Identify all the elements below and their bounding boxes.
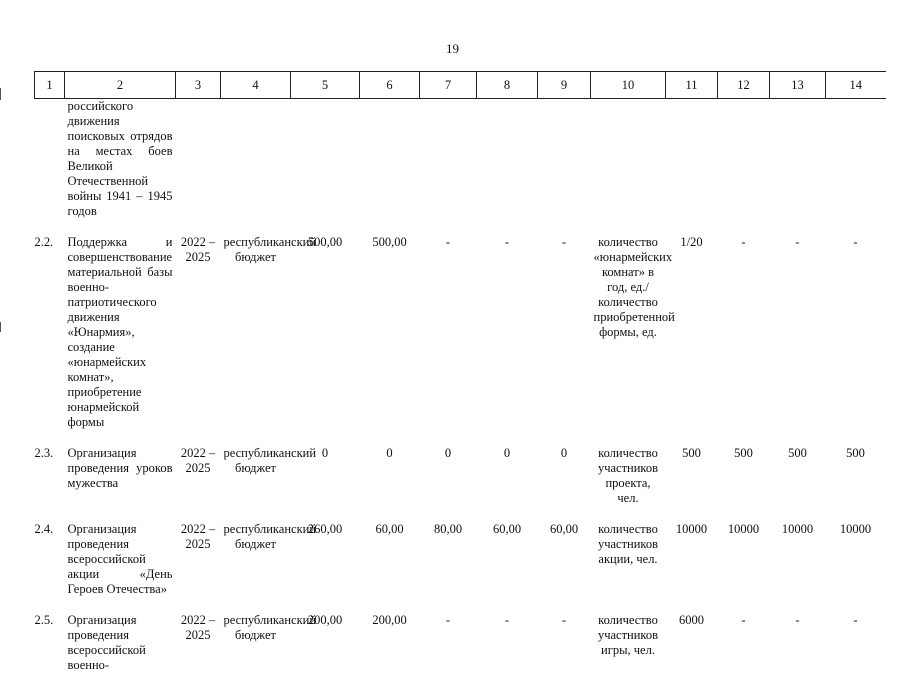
page-number: 19	[446, 41, 459, 56]
indicator-2022: 6000	[679, 613, 704, 627]
indicator-name: количество участников проекта, чел.	[597, 446, 659, 505]
margin-mark	[0, 88, 1, 100]
indicator-2022: 500	[682, 446, 701, 460]
amount-2025: -	[561, 613, 567, 627]
row-spacer	[35, 597, 886, 613]
indicator-name	[591, 99, 666, 220]
amount-2024: 60,00	[492, 522, 522, 536]
indicator-2025: 10000	[839, 522, 872, 536]
amount-2024: -	[504, 613, 510, 627]
column-header: 1	[35, 72, 65, 99]
amount-2023	[420, 99, 477, 220]
indicator-2022	[666, 99, 718, 220]
header-row	[35, 72, 886, 99]
row-number	[35, 99, 65, 220]
table-row	[35, 235, 886, 430]
amount-2024: 0	[503, 446, 511, 460]
indicator-2024: -	[795, 613, 800, 627]
column-header: 2	[65, 72, 176, 99]
column-header: 14	[826, 72, 886, 99]
indicator-2024: 10000	[781, 522, 814, 536]
indicator-2023: -	[741, 235, 746, 249]
amount-2022: 500,00	[372, 235, 407, 249]
funding-source: республиканский бюджет	[223, 235, 317, 264]
activity-description: Организация проведения всероссийской военно-	[67, 613, 146, 672]
column-header: 3	[176, 72, 221, 99]
funding-source: республиканский бюджет	[223, 446, 317, 475]
column-header: 11	[666, 72, 718, 99]
indicator-2025: -	[853, 613, 858, 627]
period	[176, 99, 221, 220]
indicator-name: количество «юнармейских комнат» в год, ед./количество приобретенной формы, ед.	[593, 235, 675, 339]
indicator-2025: 500	[846, 446, 865, 460]
indicator-2024: 500	[788, 446, 807, 460]
period: 2022 – 2025	[180, 522, 216, 551]
indicator-2023: 500	[734, 446, 753, 460]
indicator-2024	[770, 99, 826, 220]
column-header: 5	[291, 72, 360, 99]
amount-2023: 0	[444, 446, 452, 460]
amount-2025	[538, 99, 591, 220]
indicator-name: количество участников акции, чел.	[597, 522, 659, 566]
indicator-2025	[826, 99, 886, 220]
indicator-2023: 10000	[727, 522, 760, 536]
table-row	[35, 446, 886, 506]
activity-description: российского движения поисковых отрядов на местах боев Великой Отечественной войны 1941 – 1945 годов	[67, 99, 173, 218]
total-amount: 200,00	[307, 613, 343, 627]
amount-2024	[477, 99, 538, 220]
column-header: 7	[420, 72, 477, 99]
indicator-2022: 1/20	[680, 235, 703, 249]
amount-2022: 60,00	[375, 522, 404, 536]
funding-source: республиканский бюджет	[223, 522, 317, 551]
row-number: 2.4.	[34, 522, 54, 536]
activity-description: Организация проведения уроков мужества	[67, 446, 173, 490]
program-table	[34, 71, 886, 673]
table-row	[35, 522, 886, 597]
amount-2023: 80,00	[433, 522, 463, 536]
total-amount: 0	[321, 446, 329, 460]
amount-2025: 0	[560, 446, 568, 460]
row-number: 2.2.	[34, 235, 54, 249]
amount-2025: 60,00	[549, 522, 579, 536]
row-number: 2.3.	[34, 446, 54, 460]
funding-source	[221, 99, 291, 220]
column-header: 10	[591, 72, 666, 99]
total-amount: 500,00	[307, 235, 343, 249]
total-amount: 260,00	[307, 522, 343, 536]
funding-source: республиканский бюджет	[223, 613, 317, 642]
period: 2022 – 2025	[180, 613, 216, 642]
row-spacer	[35, 430, 886, 446]
amount-2023: -	[445, 235, 451, 249]
indicator-2022: 10000	[675, 522, 708, 536]
row-number: 2.5.	[34, 613, 54, 627]
indicator-2023	[718, 99, 770, 220]
column-header: 4	[221, 72, 291, 99]
margin-mark	[0, 322, 1, 332]
amount-2023: -	[445, 613, 451, 627]
amount-2022: 200,00	[372, 613, 407, 627]
total-amount	[291, 99, 360, 220]
column-header: 6	[360, 72, 420, 99]
amount-2022: 0	[386, 446, 393, 460]
indicator-2023: -	[741, 613, 746, 627]
amount-2025: -	[561, 235, 567, 249]
indicator-2024: -	[795, 235, 800, 249]
column-header: 9	[538, 72, 591, 99]
column-header: 12	[718, 72, 770, 99]
indicator-2025: -	[853, 235, 858, 249]
period: 2022 – 2025	[180, 235, 216, 264]
amount-2024: -	[504, 235, 510, 249]
row-spacer	[35, 506, 886, 522]
column-header: 8	[477, 72, 538, 99]
table-row	[35, 613, 886, 673]
amount-2022	[360, 99, 420, 220]
period: 2022 – 2025	[180, 446, 216, 475]
column-header: 13	[770, 72, 826, 99]
table-row	[35, 99, 886, 220]
activity-description: Поддержка и совершенствование материальной базы военно-патриотического движения «Юнармия», создание «юнармейских комнат», приобретение юнармейской формы	[67, 235, 173, 429]
program-table-container	[34, 71, 885, 673]
row-spacer	[35, 219, 886, 235]
indicator-name: количество участников игры, чел.	[597, 613, 659, 657]
activity-description: Организация проведения всероссийской акции «День Героев Отечества»	[67, 522, 173, 596]
